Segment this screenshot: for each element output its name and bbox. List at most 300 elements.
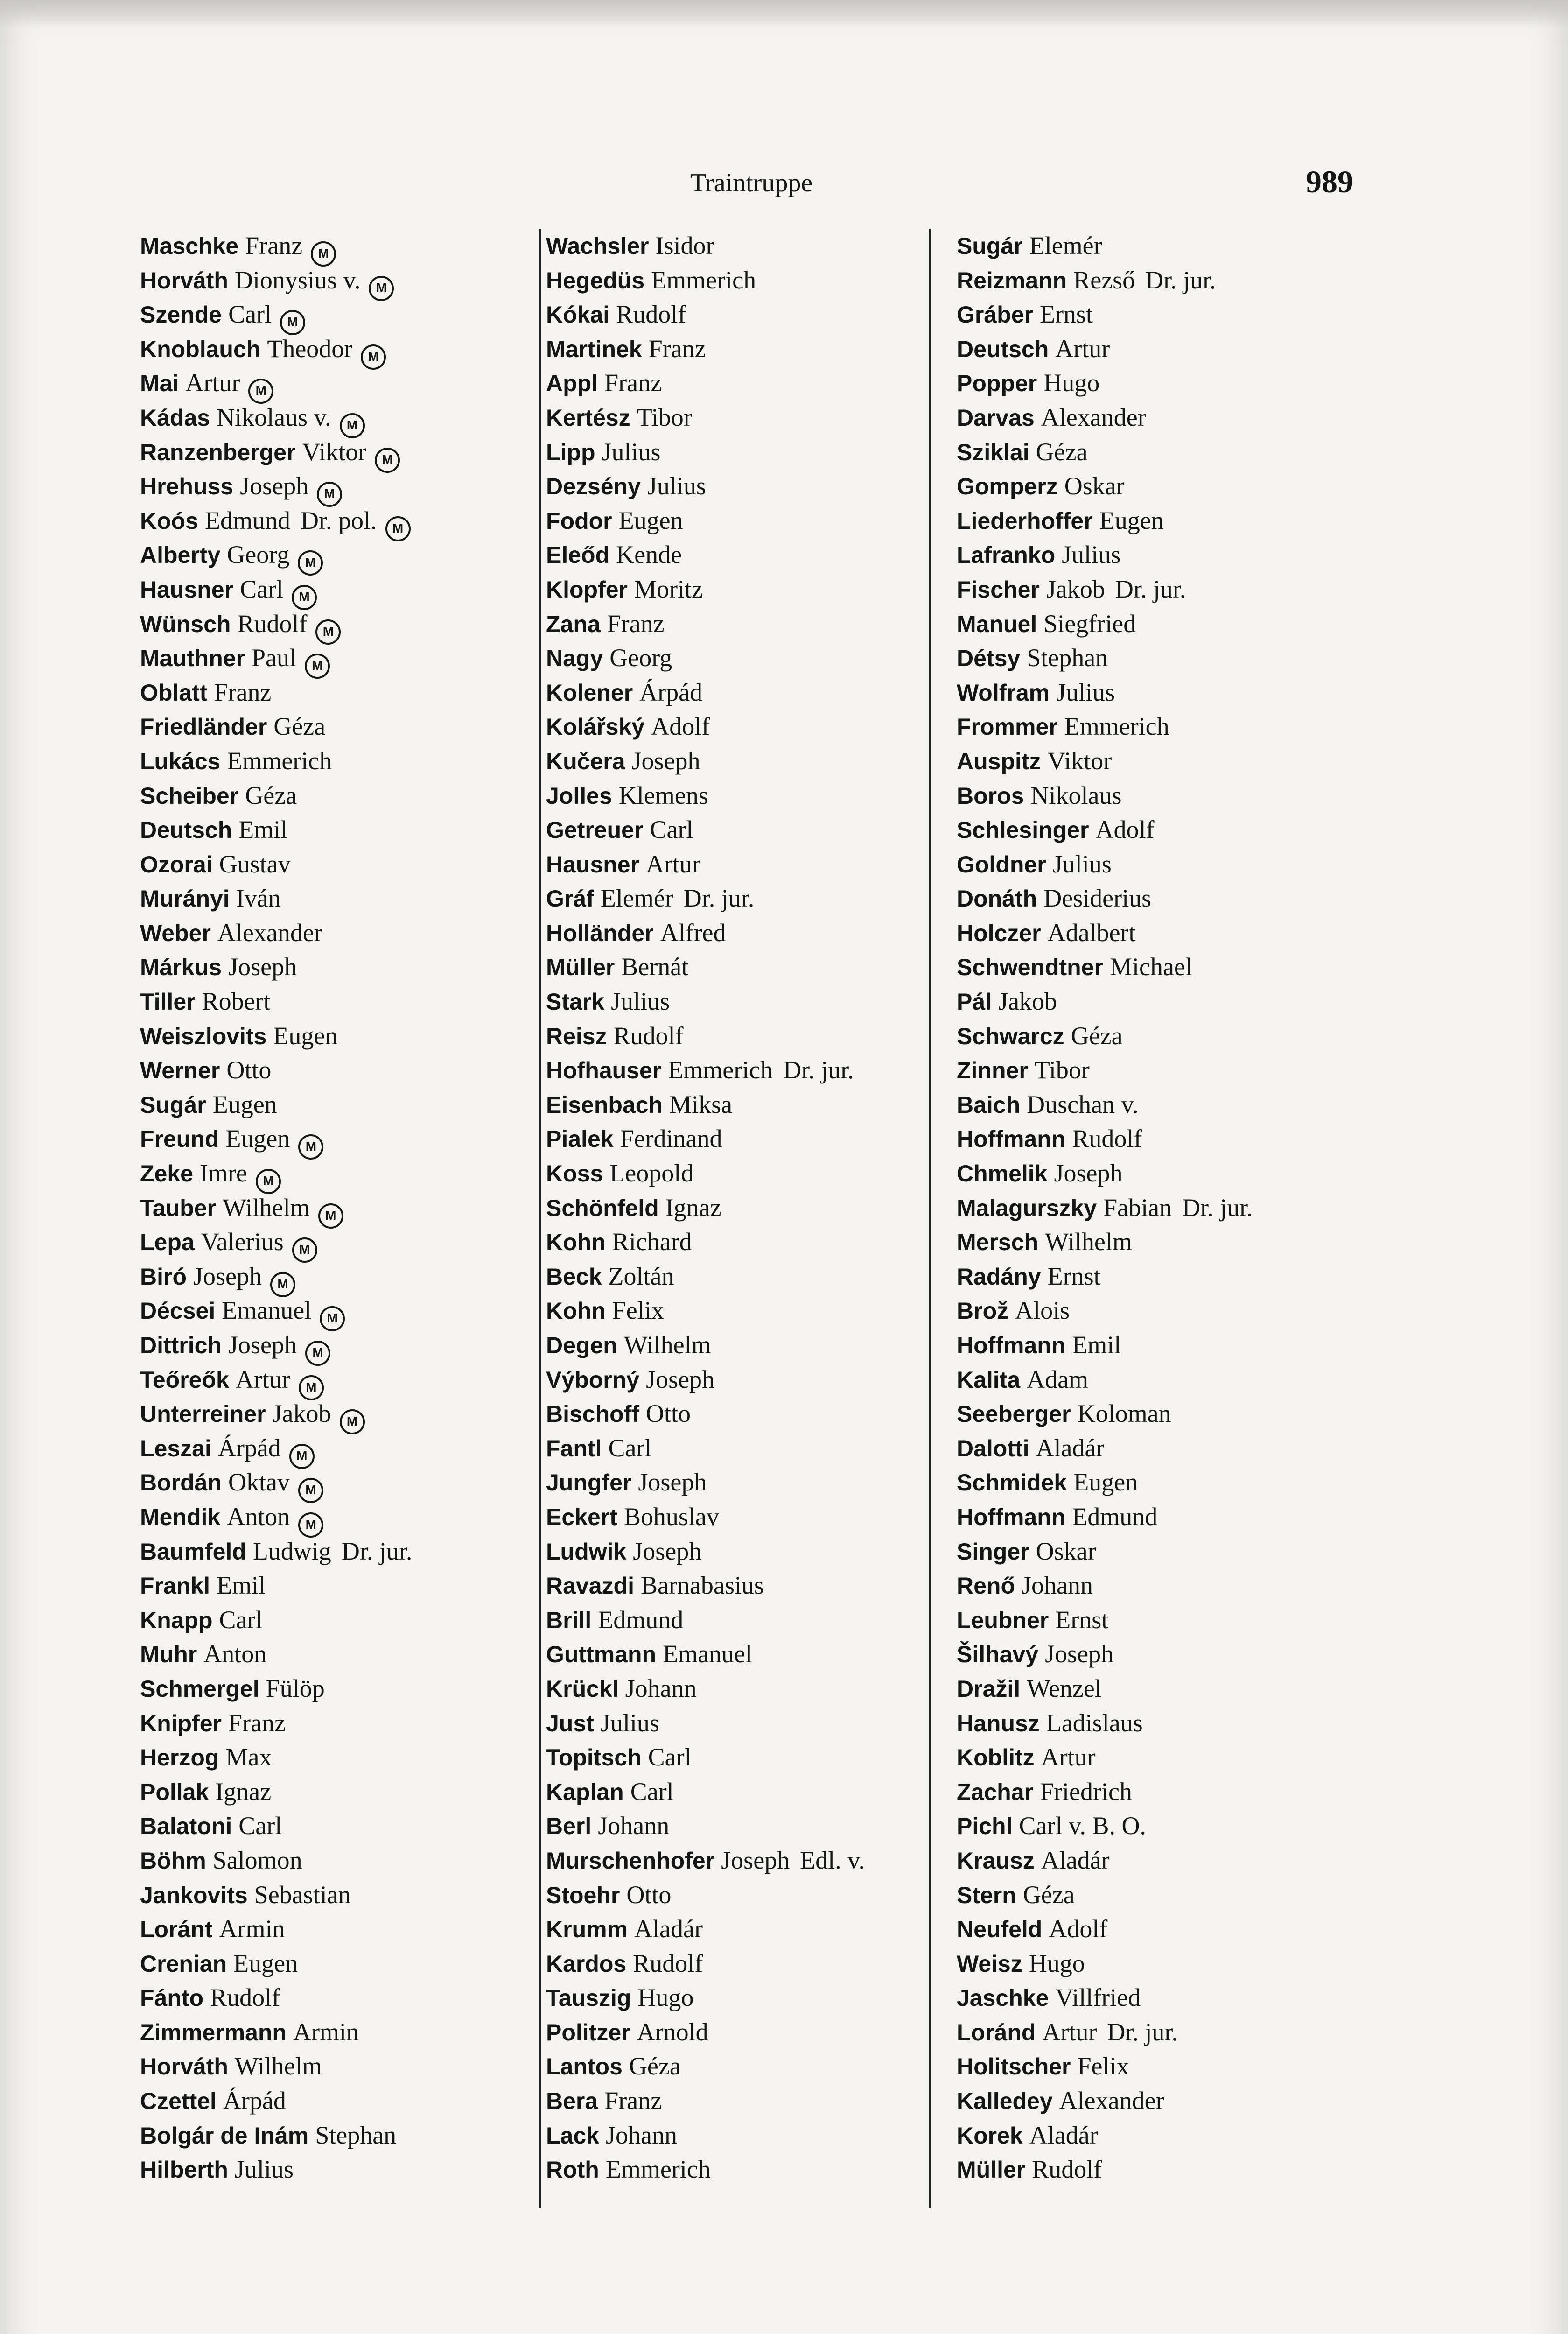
academic-title: Edl. v. xyxy=(800,1846,865,1874)
name-entry xyxy=(140,1465,546,1500)
name-entry xyxy=(957,779,1363,813)
name-entry xyxy=(957,2084,1363,2118)
name-entry xyxy=(140,1603,546,1638)
surname: Kaplan xyxy=(546,1779,624,1805)
name-entry xyxy=(957,1534,1363,1569)
given-name: Joseph xyxy=(240,472,309,500)
surname: Singer xyxy=(957,1538,1029,1565)
surname: Loránt xyxy=(140,1916,213,1943)
name-entry xyxy=(957,572,1363,607)
name-entry xyxy=(957,813,1363,847)
surname: Guttmann xyxy=(546,1641,657,1668)
name-entry xyxy=(140,2152,546,2187)
surname: Mauthner xyxy=(140,645,245,672)
given-name: Moritz xyxy=(634,575,703,603)
name-entry xyxy=(140,1088,546,1122)
name-entry xyxy=(140,2015,546,2050)
name-entry xyxy=(546,1809,952,1843)
given-name: Wenzel xyxy=(1027,1674,1102,1702)
name-entry xyxy=(957,675,1363,710)
surname: Ravazdi xyxy=(546,1573,634,1599)
surname: Martinek xyxy=(546,336,642,362)
surname: Hrehuss xyxy=(140,473,234,500)
scan-edge-top xyxy=(0,0,1568,28)
circled-m-marker-icon: M xyxy=(315,619,341,645)
surname: Holländer xyxy=(546,920,654,946)
surname: Holczer xyxy=(957,920,1041,946)
name-entry xyxy=(546,1363,952,1397)
given-name: Edmund xyxy=(205,506,290,534)
surname: Fodor xyxy=(546,507,612,534)
given-name: Adolf xyxy=(1095,815,1155,844)
given-name: Emmerich xyxy=(605,2155,711,2184)
name-entry xyxy=(957,881,1363,916)
surname: Hanusz xyxy=(957,1710,1040,1736)
surname: Murschenhofer xyxy=(546,1847,715,1874)
given-name: Kende xyxy=(616,541,682,569)
surname: Fantl xyxy=(546,1435,602,1462)
surname: Weber xyxy=(140,920,211,946)
name-entry xyxy=(957,1500,1363,1534)
given-name: Alexander xyxy=(1059,2087,1164,2115)
given-name: Johann xyxy=(1022,1571,1093,1600)
given-name: Julius xyxy=(602,437,661,466)
name-entry xyxy=(546,675,952,710)
given-name: Julius xyxy=(234,2155,294,2184)
given-name: Emmerich xyxy=(227,746,332,775)
surname: Reizmann xyxy=(957,267,1067,294)
given-name: Rudolf xyxy=(633,1949,703,1977)
given-name: Siegfried xyxy=(1043,609,1136,638)
name-entry xyxy=(957,1809,1363,1843)
surname: Ranzenberger xyxy=(140,439,296,465)
given-name: Wilhelm xyxy=(1045,1228,1132,1256)
given-name: Ernst xyxy=(1055,1605,1109,1634)
given-name: Artur xyxy=(185,369,240,397)
given-name: Géza xyxy=(1022,1880,1075,1909)
name-entry xyxy=(957,1740,1363,1775)
given-name: Viktor xyxy=(302,437,367,466)
name-entry xyxy=(140,297,546,332)
given-name: Eugen xyxy=(225,1125,290,1153)
academic-title: Dr. jur. xyxy=(1115,575,1186,603)
surname: Alberty xyxy=(140,542,221,569)
given-name: Joseph xyxy=(1054,1159,1123,1188)
surname: Koós xyxy=(140,507,198,534)
surname: Eleőd xyxy=(546,542,610,569)
given-name: Aladár xyxy=(634,1915,703,1943)
circled-m-marker-icon: M xyxy=(311,241,336,267)
given-name: Árpád xyxy=(639,678,703,706)
name-entry xyxy=(546,607,952,641)
given-name: Carl xyxy=(648,1743,692,1772)
surname: Baich xyxy=(957,1091,1021,1118)
surname: Schönfeld xyxy=(546,1195,659,1221)
given-name: Oktav xyxy=(228,1468,290,1497)
surname: Maschke xyxy=(140,233,239,259)
surname: Baumfeld xyxy=(140,1538,246,1565)
name-entry xyxy=(546,2049,952,2084)
given-name: Alexander xyxy=(1041,403,1146,431)
given-name: Miksa xyxy=(669,1090,733,1118)
surname: Hoffmann xyxy=(957,1332,1066,1358)
name-entry xyxy=(546,1568,952,1603)
surname: Výborný xyxy=(546,1366,640,1393)
name-entry xyxy=(957,1397,1363,1431)
surname: Tauszig xyxy=(546,1985,631,2011)
given-name: Stephan xyxy=(315,2121,397,2149)
name-entry xyxy=(546,1740,952,1775)
given-name: Felix xyxy=(1077,2052,1129,2081)
surname: Wachsler xyxy=(546,233,649,259)
surname: Zachar xyxy=(957,1779,1033,1805)
given-name: Julius xyxy=(1062,541,1121,569)
given-name: Friedrich xyxy=(1039,1777,1132,1806)
surname: Kolářský xyxy=(546,714,645,740)
name-entry xyxy=(546,297,952,332)
surname: Fánto xyxy=(140,1985,204,2011)
given-name: Joseph xyxy=(721,1846,790,1874)
given-name: Emil xyxy=(217,1571,266,1600)
given-name: Joseph xyxy=(638,1468,707,1497)
surname: Schlesinger xyxy=(957,817,1089,844)
page-number: 989 xyxy=(1306,164,1353,199)
surname: Krausz xyxy=(957,1847,1035,1874)
given-name: Bohuslav xyxy=(623,1502,719,1531)
given-name: Ladislaus xyxy=(1046,1708,1143,1737)
surname: Weiszlovits xyxy=(140,1023,267,1049)
academic-title: Dr. pol. xyxy=(301,506,377,534)
surname: Czettel xyxy=(140,2088,217,2115)
circled-m-marker-icon: M xyxy=(270,1272,295,1297)
name-entry xyxy=(957,1019,1363,1054)
surname: Ludwik xyxy=(546,1538,627,1565)
given-name: Géza xyxy=(629,2052,681,2081)
given-name: Alexander xyxy=(217,918,322,947)
name-entry xyxy=(546,641,952,675)
given-name: Joseph xyxy=(646,1365,715,1393)
surname: Dezsény xyxy=(546,473,641,500)
surname: Sziklai xyxy=(957,439,1029,465)
given-name: Árpád xyxy=(217,1434,281,1462)
name-entry xyxy=(957,1672,1363,1706)
name-entry xyxy=(140,1363,546,1397)
circled-m-marker-icon: M xyxy=(298,1478,323,1503)
given-name: Julius xyxy=(600,1708,659,1737)
name-entry xyxy=(140,469,546,504)
surname: Jungfer xyxy=(546,1469,632,1496)
given-name: Hugo xyxy=(1043,369,1100,397)
name-entry xyxy=(957,950,1363,984)
name-entry xyxy=(140,916,546,950)
given-name: Ernst xyxy=(1047,1262,1101,1290)
name-entry xyxy=(140,881,546,916)
given-name: Carl v. B. O. xyxy=(1019,1812,1146,1840)
given-name: Artur xyxy=(646,850,701,878)
circled-m-marker-icon: M xyxy=(298,550,323,576)
name-entry xyxy=(546,1637,952,1672)
name-entry xyxy=(140,1019,546,1054)
name-entry xyxy=(140,1500,546,1534)
surname: Scheiber xyxy=(140,782,239,809)
surname: Hilberth xyxy=(140,2157,228,2183)
given-name: Franz xyxy=(648,334,706,363)
name-entry xyxy=(546,1603,952,1638)
name-entry xyxy=(546,2152,952,2187)
surname: Unterreiner xyxy=(140,1401,266,1427)
surname: Frankl xyxy=(140,1573,210,1599)
name-entry xyxy=(957,229,1363,263)
name-entry xyxy=(140,710,546,744)
surname: Kučera xyxy=(546,748,625,774)
surname: Mersch xyxy=(957,1229,1039,1256)
surname: Kalita xyxy=(957,1366,1021,1393)
given-name: Max xyxy=(225,1743,272,1772)
name-entry xyxy=(140,366,546,401)
surname: Tauber xyxy=(140,1195,216,1221)
name-entry xyxy=(546,881,952,916)
surname: Schwarcz xyxy=(957,1023,1064,1049)
given-name: Eugen xyxy=(1099,506,1164,534)
given-name: Artur xyxy=(1041,1743,1096,1772)
name-entry xyxy=(957,1225,1363,1259)
surname: Schwendtner xyxy=(957,954,1103,981)
name-entry xyxy=(546,1912,952,1947)
circled-m-marker-icon: M xyxy=(292,1237,317,1263)
given-name: Rudolf xyxy=(1032,2155,1102,2184)
name-entry xyxy=(546,1500,952,1534)
surname: Zimmermann xyxy=(140,2019,287,2046)
circled-m-marker-icon: M xyxy=(298,1134,323,1160)
name-entry xyxy=(957,1328,1363,1363)
given-name: Jakob xyxy=(1046,575,1105,603)
surname: Liederhoffer xyxy=(957,507,1093,534)
surname: Kolener xyxy=(546,679,633,706)
surname: Pialek xyxy=(546,1126,614,1153)
given-name: Emanuel xyxy=(222,1296,312,1325)
surname: Pál xyxy=(957,989,992,1015)
name-entry xyxy=(140,1225,546,1259)
given-name: Rudolf xyxy=(616,300,686,329)
name-entry xyxy=(957,504,1363,538)
surname: Korek xyxy=(957,2122,1023,2149)
given-name: Franz xyxy=(604,2087,662,2115)
given-name: Wilhelm xyxy=(234,2052,322,2081)
name-entry xyxy=(140,1981,546,2015)
given-name: Dionysius v. xyxy=(234,266,361,294)
academic-title: Dr. jur. xyxy=(341,1537,413,1565)
name-entry xyxy=(546,469,952,504)
surname: Hoffmann xyxy=(957,1126,1066,1153)
name-entry xyxy=(957,1191,1363,1225)
surname: Goldner xyxy=(957,851,1046,878)
surname: Hegedüs xyxy=(546,267,645,294)
given-name: Johann xyxy=(605,2121,677,2149)
given-name: Franz xyxy=(214,678,272,706)
given-name: Otto xyxy=(226,1056,272,1084)
given-name: Julius xyxy=(647,472,706,500)
surname: Deutsch xyxy=(957,336,1049,362)
given-name: Joseph xyxy=(228,1331,297,1359)
given-name: Otto xyxy=(646,1399,691,1428)
academic-title: Dr. jur. xyxy=(1145,266,1216,294)
name-entry xyxy=(546,744,952,779)
surname: Mai xyxy=(140,370,179,397)
given-name: Aladár xyxy=(1029,2121,1098,2149)
given-name: Joseph xyxy=(228,953,297,981)
surname: Pichl xyxy=(957,1813,1013,1840)
given-name: Edmund xyxy=(598,1605,684,1634)
name-entry xyxy=(546,1534,952,1569)
name-entry xyxy=(957,366,1363,401)
name-entry xyxy=(140,1947,546,1981)
given-name: Joseph xyxy=(193,1262,262,1290)
surname: Knapp xyxy=(140,1607,213,1633)
name-entry xyxy=(546,1259,952,1294)
surname: Ozorai xyxy=(140,851,213,878)
name-entry xyxy=(546,1878,952,1912)
name-entry xyxy=(546,984,952,1019)
given-name: Valerius xyxy=(201,1228,284,1256)
given-name: Carl xyxy=(650,815,693,844)
given-name: Armin xyxy=(293,2018,359,2046)
name-entry xyxy=(140,1156,546,1191)
name-entry xyxy=(140,229,546,263)
given-name: Theodor xyxy=(267,334,353,363)
academic-title: Dr. jur. xyxy=(783,1056,854,1084)
surname: Popper xyxy=(957,370,1037,397)
surname: Roth xyxy=(546,2157,599,2183)
surname: Hausner xyxy=(140,576,234,603)
name-entry xyxy=(957,984,1363,1019)
name-entry xyxy=(140,1122,546,1156)
given-name: Julius xyxy=(1056,678,1115,706)
surname: Politzer xyxy=(546,2019,630,2046)
surname: Stark xyxy=(546,989,605,1015)
circled-m-marker-icon: M xyxy=(385,516,411,541)
surname: Fischer xyxy=(957,576,1040,603)
surname: Pollak xyxy=(140,1779,209,1805)
given-name: Wilhelm xyxy=(623,1331,711,1359)
given-name: Hugo xyxy=(637,1983,694,2012)
given-name: Ludwig xyxy=(252,1537,331,1565)
surname: Renő xyxy=(957,1573,1015,1599)
surname: Lack xyxy=(546,2122,599,2149)
surname: Chmelik xyxy=(957,1160,1048,1187)
given-name: Oskar xyxy=(1036,1537,1096,1565)
surname: Sugár xyxy=(957,233,1023,259)
name-entry xyxy=(140,332,546,366)
name-entry xyxy=(140,1328,546,1363)
given-name: Anton xyxy=(203,1640,267,1668)
name-entry xyxy=(546,229,952,263)
given-name: Géza xyxy=(273,712,326,741)
name-entry xyxy=(546,366,952,401)
given-name: Franz xyxy=(228,1708,286,1737)
surname: Lantos xyxy=(546,2053,623,2080)
name-entry xyxy=(140,1912,546,1947)
name-entry xyxy=(546,1843,952,1878)
given-name: Robert xyxy=(202,987,271,1016)
surname: Détsy xyxy=(957,645,1021,672)
surname: Dalotti xyxy=(957,1435,1029,1462)
given-name: Arnold xyxy=(637,2018,708,2046)
name-entry xyxy=(140,572,546,607)
surname: Bischoff xyxy=(546,1401,639,1427)
surname: Müller xyxy=(957,2157,1026,2183)
name-entry xyxy=(546,710,952,744)
name-entry xyxy=(957,2015,1363,2050)
given-name: Barnabasius xyxy=(640,1571,764,1600)
given-name: Leopold xyxy=(609,1159,694,1188)
surname: Klopfer xyxy=(546,576,628,603)
name-entry xyxy=(957,1122,1363,1156)
given-name: Isidor xyxy=(655,232,714,260)
surname: Müller xyxy=(546,954,615,981)
surname: Eisenbach xyxy=(546,1091,663,1118)
given-name: Elemér xyxy=(600,884,673,913)
name-entry xyxy=(140,1534,546,1569)
surname: Balatoni xyxy=(140,1813,232,1840)
surname: Hofhauser xyxy=(546,1057,662,1084)
given-name: Nikolaus xyxy=(1030,781,1122,809)
given-name: Géza xyxy=(1071,1021,1123,1050)
name-entry xyxy=(546,263,952,298)
name-entry xyxy=(957,1568,1363,1603)
given-name: Felix xyxy=(612,1296,664,1325)
name-entry xyxy=(546,1088,952,1122)
name-entry xyxy=(546,2015,952,2050)
name-entry xyxy=(140,1637,546,1672)
given-name: Aladár xyxy=(1036,1434,1105,1462)
given-name: Carl xyxy=(238,1812,282,1840)
circled-m-marker-icon: M xyxy=(298,1512,323,1538)
given-name: Rezső xyxy=(1073,266,1135,294)
given-name: Johann xyxy=(625,1674,697,1702)
given-name: Artur xyxy=(1042,2018,1097,2046)
surname: Dittrich xyxy=(140,1332,222,1358)
surname: Lukács xyxy=(140,748,221,774)
given-name: Emanuel xyxy=(663,1640,753,1668)
given-name: Adam xyxy=(1027,1365,1089,1393)
circled-m-marker-icon: M xyxy=(280,310,305,335)
name-entry xyxy=(140,538,546,572)
name-entry xyxy=(140,813,546,847)
name-entry xyxy=(140,1706,546,1741)
circled-m-marker-icon: M xyxy=(256,1169,281,1194)
name-entry xyxy=(957,1706,1363,1741)
name-entry xyxy=(140,675,546,710)
given-name: Géza xyxy=(245,781,297,809)
given-name: Nikolaus v. xyxy=(217,403,331,431)
surname: Radány xyxy=(957,1263,1041,1290)
name-entry xyxy=(140,263,546,298)
given-name: Desiderius xyxy=(1043,884,1152,913)
surname: Biró xyxy=(140,1263,187,1290)
given-name: Jakob xyxy=(272,1399,331,1428)
surname: Hoffmann xyxy=(957,1504,1066,1530)
surname: Kalledey xyxy=(957,2088,1053,2115)
surname: Eckert xyxy=(546,1504,617,1530)
name-entry xyxy=(957,1053,1363,1088)
surname: Décsei xyxy=(140,1298,216,1324)
surname: Kókai xyxy=(546,302,610,328)
name-entry xyxy=(546,504,952,538)
name-entry xyxy=(957,1465,1363,1500)
surname: Just xyxy=(546,1710,594,1736)
surname: Berl xyxy=(546,1813,592,1840)
given-name: Emil xyxy=(238,815,288,844)
